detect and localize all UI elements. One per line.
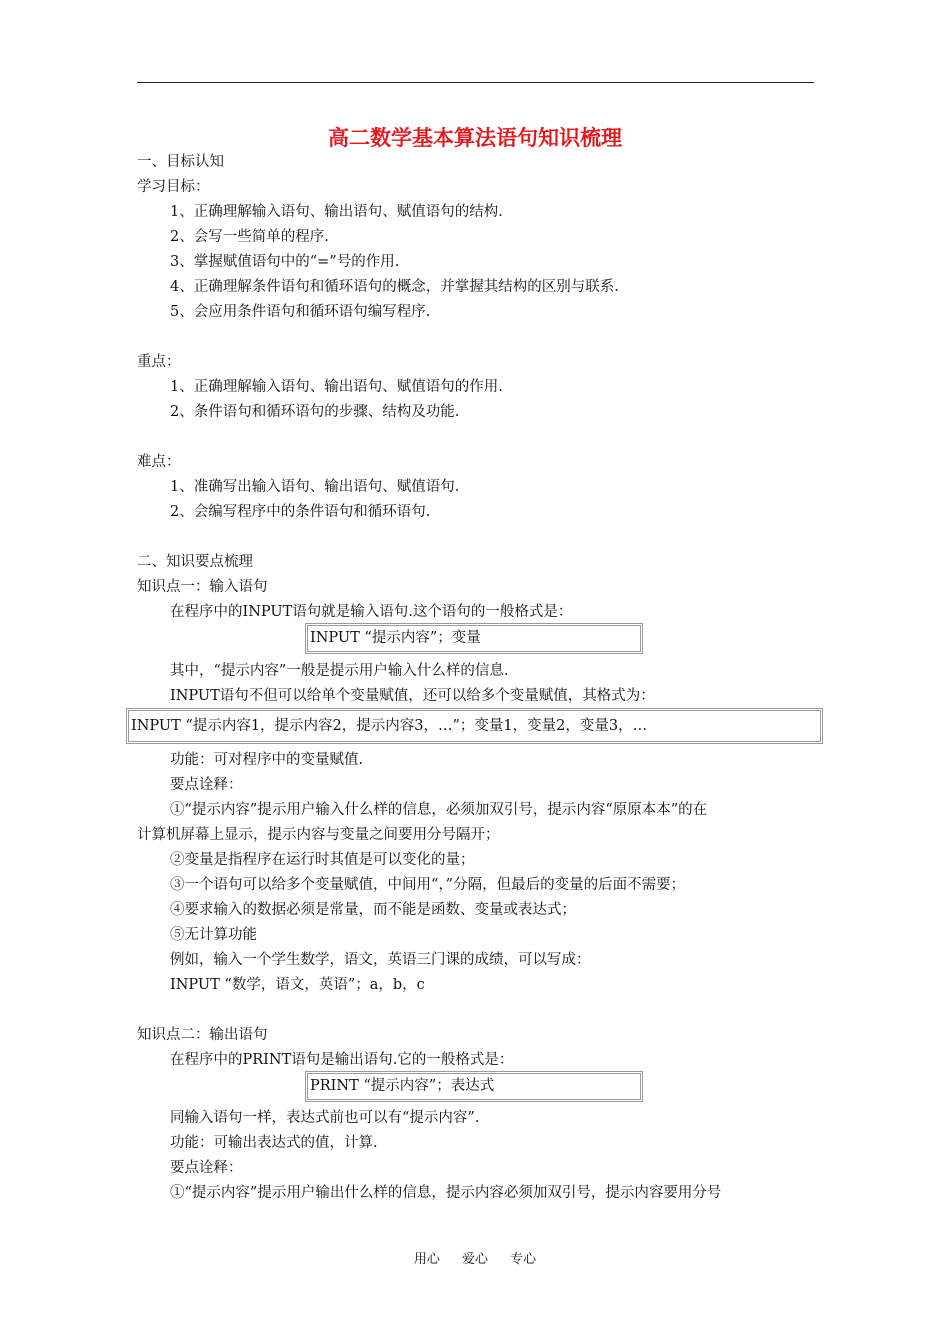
kp1-note: ⑤无计算功能 — [170, 927, 257, 943]
page-title: 高二数学基本算法语句知识梳理 — [328, 125, 622, 150]
kp1-note: ④要求输入的数据必须是常量，而不能是函数、变量或表达式； — [170, 902, 576, 918]
kp2-function: 功能：可输出表达式的值，计算. — [170, 1135, 378, 1151]
kp1-note: ②变量是指程序在运行时其值是可以变化的量； — [170, 852, 475, 868]
kp2-label: 知识点二：输出语句 — [137, 1027, 268, 1043]
goal-item: 1、正确理解输入语句、输出语句、赋值语句的结构. — [170, 204, 503, 220]
kp2-paragraph: 同输入语句一样，表达式前也可以有“提示内容”. — [170, 1110, 480, 1126]
kp1-example-code: INPUT “数学，语文，英语”；a，b，c — [170, 977, 425, 993]
kp2-notes-label: 要点诠释： — [170, 1160, 243, 1176]
difficulty-item: 2、会编写程序中的条件语句和循环语句. — [170, 504, 431, 520]
input-multi-format-box: INPUT “提示内容1，提示内容2，提示内容3，…”；变量1，变量2，变量3，… — [126, 708, 823, 744]
goal-item: 4、正确理解条件语句和循环语句的概念，并掌握其结构的区别与联系. — [170, 279, 619, 295]
kp1-function: 功能：可对程序中的变量赋值. — [170, 752, 364, 768]
goal-item: 3、掌握赋值语句中的“=”号的作用. — [170, 254, 400, 270]
header-rule — [137, 82, 814, 83]
kp1-note: ①“提示内容”提示用户输入什么样的信息，必须加双引号，提示内容“原原本本”的在 — [170, 802, 708, 818]
input-format-box: INPUT “提示内容”；变量 — [305, 623, 643, 654]
kp2-note: ①“提示内容”提示用户输出什么样的信息，提示内容必须加双引号，提示内容要用分号 — [170, 1185, 722, 1201]
kp1-paragraph: 其中，“提示内容”一般是提示用户输入什么样的信息. — [170, 663, 509, 679]
page-footer: 用心 爱心 专心 — [413, 1252, 537, 1267]
goals-label: 学习目标： — [137, 179, 210, 195]
difficulty-item: 1、准确写出输入语句、输出语句、赋值语句. — [170, 479, 460, 495]
key-point-item: 1、正确理解输入语句、输出语句、赋值语句的作用. — [170, 379, 503, 395]
key-points-label: 重点： — [137, 354, 181, 370]
kp1-label: 知识点一：输入语句 — [137, 579, 268, 595]
kp1-note-continued: 计算机屏幕上显示，提示内容与变量之间要用分号隔开； — [137, 827, 500, 843]
kp2-intro: 在程序中的PRINT语句是输出语句.它的一般格式是： — [170, 1052, 514, 1068]
kp1-example: 例如，输入一个学生数学，语文，英语三门课的成绩，可以写成： — [170, 952, 591, 968]
key-point-item: 2、条件语句和循环语句的步骤、结构及功能. — [170, 404, 460, 420]
section-heading-goals: 一、目标认知 — [137, 154, 224, 170]
kp1-note: ③一个语句可以给多个变量赋值，中间用“，”分隔，但最后的变量的后面不需要； — [170, 877, 686, 893]
kp1-paragraph: INPUT语句不但可以给单个变量赋值，还可以给多个变量赋值，其格式为： — [170, 688, 655, 704]
goal-item: 5、会应用条件语句和循环语句编写程序. — [170, 304, 431, 320]
goal-item: 2、会写一些简单的程序. — [170, 229, 329, 245]
print-format-box: PRINT “提示内容”；表达式 — [305, 1071, 643, 1102]
kp1-intro: 在程序中的INPUT语句就是输入语句.这个语句的一般格式是： — [170, 604, 573, 620]
section-heading-knowledge: 二、知识要点梳理 — [137, 554, 253, 570]
difficulty-label: 难点： — [137, 454, 181, 470]
kp1-notes-label: 要点诠释： — [170, 777, 243, 793]
